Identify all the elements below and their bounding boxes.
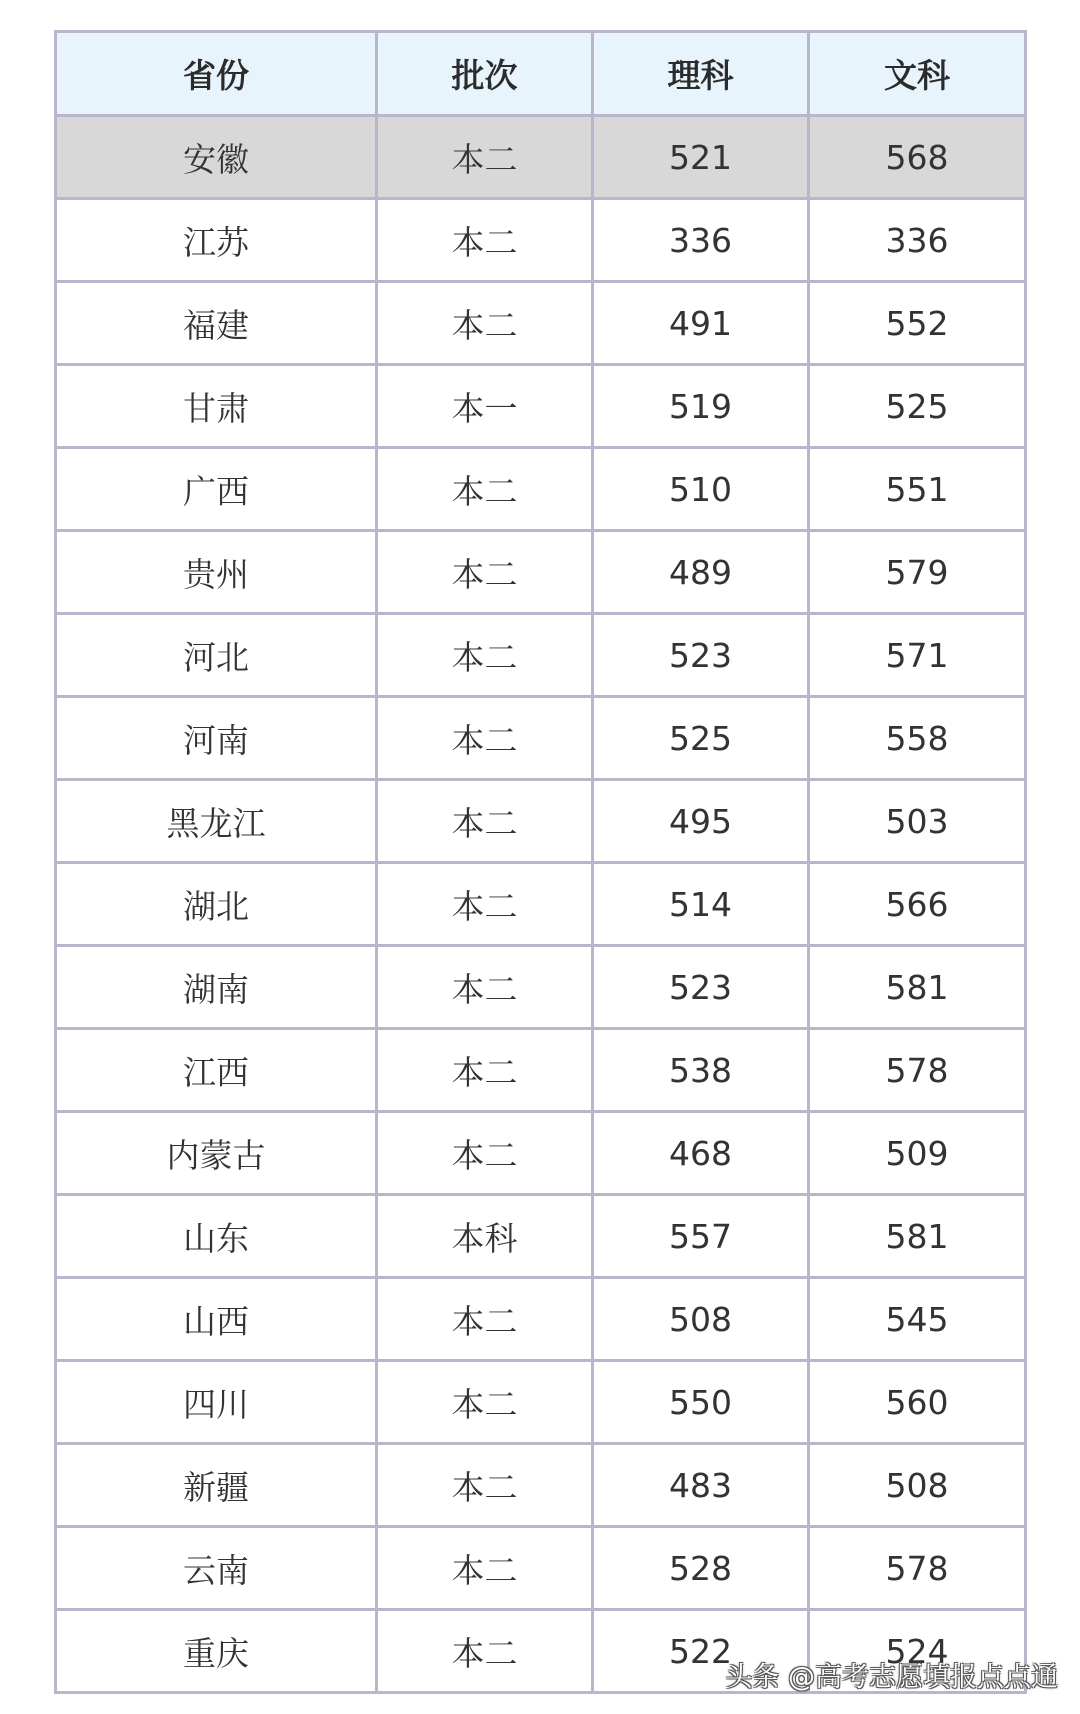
cell-liberal-arts: 336: [809, 199, 1026, 282]
table-header: [56, 32, 1026, 116]
header-liberal-arts: 文科: [809, 32, 1026, 116]
cell-liberal-arts: 545: [809, 1278, 1026, 1361]
cell-batch: 本二: [377, 863, 593, 946]
cell-province: 福建: [56, 282, 377, 365]
cell-liberal-arts: 524: [809, 1610, 1026, 1693]
cell-science: 514: [593, 863, 809, 946]
cell-science: 538: [593, 1029, 809, 1112]
cell-science: 336: [593, 199, 809, 282]
cell-liberal-arts: 503: [809, 780, 1026, 863]
cell-liberal-arts: 525: [809, 365, 1026, 448]
cell-batch: 本二: [377, 946, 593, 1029]
cell-science: 525: [593, 697, 809, 780]
cell-batch: 本二: [377, 531, 593, 614]
cell-liberal-arts: 571: [809, 614, 1026, 697]
table-row: [56, 1195, 1026, 1278]
table-row: [56, 863, 1026, 946]
cell-province: 安徽: [56, 116, 377, 199]
cell-liberal-arts: 579: [809, 531, 1026, 614]
table-row: [56, 614, 1026, 697]
table-row: [56, 946, 1026, 1029]
cell-science: 521: [593, 116, 809, 199]
cell-liberal-arts: 551: [809, 448, 1026, 531]
table-row: [56, 1112, 1026, 1195]
cell-province: 重庆: [56, 1610, 377, 1693]
cell-liberal-arts: 581: [809, 946, 1026, 1029]
cell-province: 贵州: [56, 531, 377, 614]
cell-science: 519: [593, 365, 809, 448]
cell-batch: 本二: [377, 1361, 593, 1444]
header-row: [56, 32, 1026, 116]
cell-batch: 本二: [377, 697, 593, 780]
cell-science: 523: [593, 614, 809, 697]
cell-province: 山东: [56, 1195, 377, 1278]
table-row: [56, 1361, 1026, 1444]
table-row: [56, 1527, 1026, 1610]
cell-province: 山西: [56, 1278, 377, 1361]
cell-science: 523: [593, 946, 809, 1029]
cell-science: 510: [593, 448, 809, 531]
table-row: [56, 116, 1026, 199]
cell-liberal-arts: 552: [809, 282, 1026, 365]
cell-liberal-arts: 560: [809, 1361, 1026, 1444]
cell-batch: 本二: [377, 448, 593, 531]
cell-batch: 本二: [377, 614, 593, 697]
cell-province: 湖南: [56, 946, 377, 1029]
cell-liberal-arts: 509: [809, 1112, 1026, 1195]
cell-province: 四川: [56, 1361, 377, 1444]
table-row: [56, 1278, 1026, 1361]
cell-liberal-arts: 568: [809, 116, 1026, 199]
cell-batch: 本二: [377, 1029, 593, 1112]
cell-science: 491: [593, 282, 809, 365]
cell-liberal-arts: 581: [809, 1195, 1026, 1278]
cell-batch: 本二: [377, 1610, 593, 1693]
cell-province: 新疆: [56, 1444, 377, 1527]
cell-province: 甘肃: [56, 365, 377, 448]
cell-province: 广西: [56, 448, 377, 531]
table-body: [56, 116, 1026, 1693]
table-row: [56, 448, 1026, 531]
cell-liberal-arts: 508: [809, 1444, 1026, 1527]
cell-batch: 本二: [377, 1527, 593, 1610]
cell-liberal-arts: 566: [809, 863, 1026, 946]
cell-science: 489: [593, 531, 809, 614]
table-row: [56, 531, 1026, 614]
cell-province: 江西: [56, 1029, 377, 1112]
header-batch: 批次: [377, 32, 593, 116]
cell-science: 483: [593, 1444, 809, 1527]
table-row: [56, 199, 1026, 282]
table-row: [56, 282, 1026, 365]
cell-province: 云南: [56, 1527, 377, 1610]
cell-science: 550: [593, 1361, 809, 1444]
cell-province: 湖北: [56, 863, 377, 946]
cell-batch: 本二: [377, 199, 593, 282]
cell-province: 内蒙古: [56, 1112, 377, 1195]
cell-science: 468: [593, 1112, 809, 1195]
cell-liberal-arts: 578: [809, 1527, 1026, 1610]
table-row: [56, 697, 1026, 780]
cell-province: 黑龙江: [56, 780, 377, 863]
cell-batch: 本二: [377, 780, 593, 863]
table-row: [56, 780, 1026, 863]
cell-batch: 本二: [377, 1278, 593, 1361]
cell-province: 江苏: [56, 199, 377, 282]
table-row: [56, 1029, 1026, 1112]
cell-science: 522: [593, 1610, 809, 1693]
cell-science: 495: [593, 780, 809, 863]
cell-batch: 本二: [377, 1112, 593, 1195]
cell-province: 河北: [56, 614, 377, 697]
cell-batch: 本科: [377, 1195, 593, 1278]
cell-science: 528: [593, 1527, 809, 1610]
cell-science: 557: [593, 1195, 809, 1278]
header-science: 理科: [593, 32, 809, 116]
cell-batch: 本二: [377, 116, 593, 199]
cell-province: 河南: [56, 697, 377, 780]
cell-liberal-arts: 578: [809, 1029, 1026, 1112]
cell-batch: 本二: [377, 282, 593, 365]
table-row: [56, 1444, 1026, 1527]
cell-batch: 本一: [377, 365, 593, 448]
header-province: 省份: [56, 32, 377, 116]
cell-liberal-arts: 558: [809, 697, 1026, 780]
watermark: 头条 @高考志愿填报点点通: [725, 1662, 1058, 1693]
cell-batch: 本二: [377, 1444, 593, 1527]
score-table: [54, 30, 1027, 1694]
cell-science: 508: [593, 1278, 809, 1361]
table-row: [56, 365, 1026, 448]
